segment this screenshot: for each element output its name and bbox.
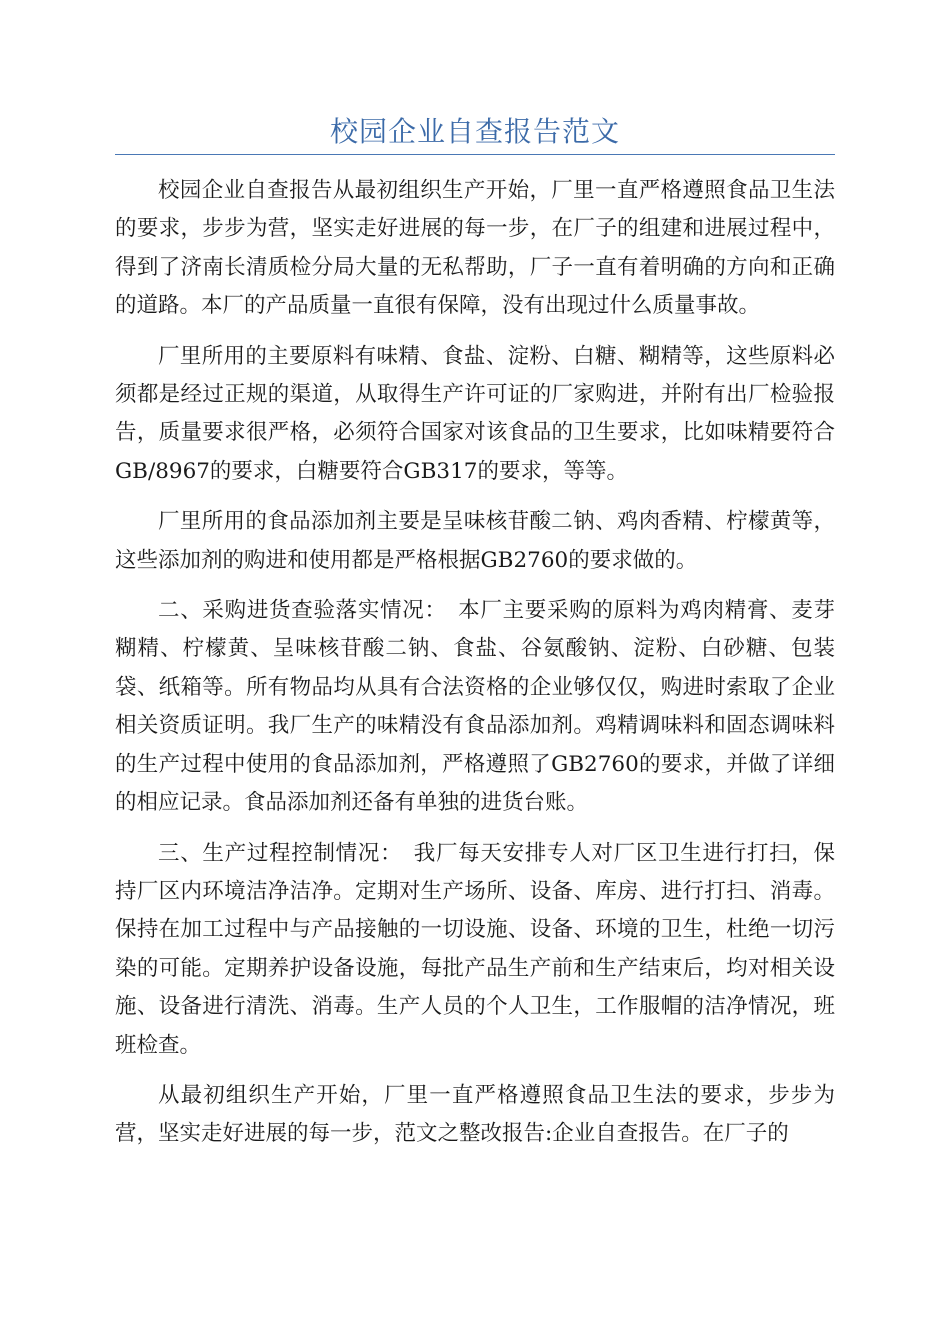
title-underline — [115, 154, 835, 155]
paragraph-additives: 厂里所用的食品添加剂主要是呈味核苷酸二钠、鸡肉香精、柠檬黄等，这些添加剂的购进和使用都是严格根据GB2760的要求做的。 — [115, 509, 835, 573]
document-title: 校园企业自查报告范文 — [329, 115, 620, 148]
paragraph-continued: 从最初组织生产开始，厂里一直严格遵照食品卫生法的要求，步步为营，坚实走好进展的每一步，范文之整改报告:企业自查报告。在厂子的 — [115, 1082, 835, 1147]
paragraph-raw-materials: 厂里所用的主要原料有味精、食盐、淀粉、白糖、糊精等，这些原料必须都是经过正规的渠道，从取得生产许可证的厂家购进，并附有出厂检验报告，质量要求很严格，必须符合国家对该食品的卫生要求，比如味精要符合GB/8967的要求，白糖要符合GB317的要求，等等。 — [115, 343, 835, 484]
document-body — [115, 172, 835, 1166]
paragraph-procurement: 二、采购进货查验落实情况： 本厂主要采购的原料为鸡肉精膏、麦芽糊精、柠檬黄、呈味核苷酸二钠、食盐、谷氨酸钠、淀粉、白砂糖、包装袋、纸箱等。所有物品均从具有合法资格的企业够仅仅，购进时索取了企业相关资质证明。我厂生产的味精没有食品添加剂。鸡精调味料和固态调味料的生产过程中使用的食品添加剂，严格遵照了GB2760的要求，并做了详细的相应记录。食品添加剂还备有单独的进货台账。 — [115, 598, 835, 816]
paragraph-production-control: 三、生产过程控制情况： 我厂每天安排专人对厂区卫生进行打扫，保持厂区内环境洁净洁净。定期对生产场所、设备、库房、进行打扫、消毒。保持在加工过程中与产品接触的一切设施、设备、环境的卫生，杜绝一切污染的可能。定期养护设备设施，每批产品生产前和生产结束后，均对相关设施、设备进行清洗、消毒。生产人员的个人卫生，工作服帽的洁净情况，班班检查。 — [115, 840, 835, 1058]
paragraph-intro: 校园企业自查报告从最初组织生产开始，厂里一直严格遵照食品卫生法的要求，步步为营，坚实走好进展的每一步，在厂子的组建和进展过程中，得到了济南长清质检分局大量的无私帮助，厂子一直有着明确的方向和正确的道路。本厂的产品质量一直很有保障，没有出现过什么质量事故。 — [115, 178, 835, 319]
